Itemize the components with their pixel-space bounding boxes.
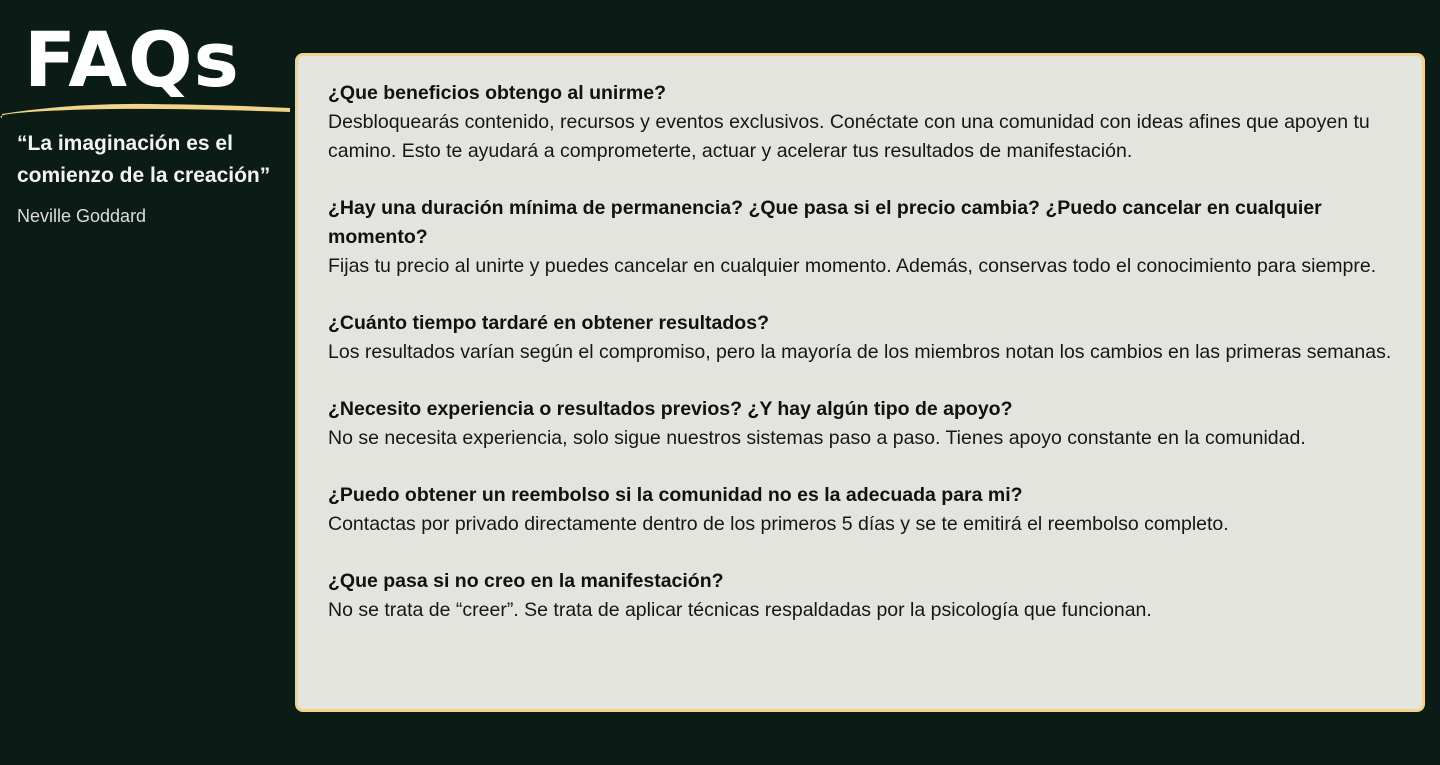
faq-answer: No se necesita experiencia, solo sigue nuestros sistemas paso a paso. Tienes apoyo constante en la comunidad. [328, 427, 1306, 449]
faq-question: ¿Necesito experiencia o resultados previos? ¿Y hay algún tipo de apoyo? [328, 398, 1013, 420]
faq-item [328, 395, 1392, 453]
faq-item [328, 567, 1392, 625]
faq-question: ¿Cuánto tiempo tardaré en obtener resultados? [328, 312, 769, 334]
faq-answer: Fijas tu precio al unirte y puedes cancelar en cualquier momento. Además, conservas todo el conocimiento para siempre. [328, 255, 1377, 277]
faq-question: ¿Puedo obtener un reembolso si la comunidad no es la adecuada para mi? [328, 484, 1023, 506]
faq-question: ¿Que pasa si no creo en la manifestación? [328, 570, 724, 592]
faq-panel [295, 53, 1425, 712]
title-underline-brushstroke [0, 98, 292, 122]
faq-question: ¿Hay una duración mínima de permanencia? ¿Que pasa si el precio cambia? ¿Puedo cancelar en cualquier momento? [328, 197, 1322, 248]
faq-item [328, 481, 1392, 539]
quote-text: “La imaginación es el comienzo de la creación” [17, 132, 271, 187]
page-title: FAQs [24, 15, 240, 104]
faq-answer: No se trata de “creer”. Se trata de aplicar técnicas respaldadas por la psicología que funcionan. [328, 599, 1152, 621]
faq-item [328, 309, 1392, 367]
sidebar [0, 0, 300, 765]
faq-item [328, 194, 1392, 281]
faq-question: ¿Que beneficios obtengo al unirme? [328, 82, 667, 104]
faq-item [328, 79, 1392, 166]
faq-answer: Los resultados varían según el compromiso, pero la mayoría de los miembros notan los cambios en las primeras semanas. [328, 341, 1392, 363]
faq-answer: Desbloquearás contenido, recursos y eventos exclusivos. Conéctate con una comunidad con ideas afines que apoyen tu camino. Esto te ayudará a comprometerte, actuar y acelerar tus resultados de manifestación. [328, 111, 1370, 162]
quote-author: Neville Goddard [17, 206, 147, 226]
faq-answer: Contactas por privado directamente dentro de los primeros 5 días y se te emitirá el reembolso completo. [328, 513, 1229, 535]
